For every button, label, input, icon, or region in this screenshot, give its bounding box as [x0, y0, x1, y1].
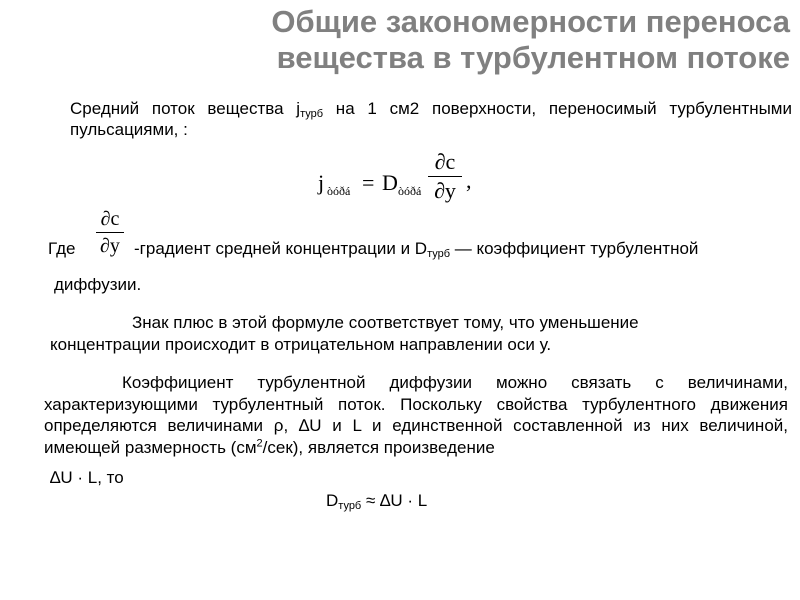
formula-fraction: [428, 150, 462, 203]
coefficient-sup: 2: [256, 436, 263, 449]
final-D: D: [326, 491, 339, 510]
paragraph-flux: [70, 98, 792, 140]
gradient-denominator: ∂y: [100, 235, 120, 257]
formula-D: D: [382, 170, 398, 195]
title-line-2: вещества в турбулентном потоке: [276, 40, 790, 75]
gradient-numerator: ∂c: [100, 208, 120, 230]
formula-equals: =: [362, 170, 375, 195]
paragraph-coefficient: [44, 372, 788, 458]
formula-numerator: ∂c: [434, 149, 456, 174]
gradient-fraction-bar: [96, 232, 124, 233]
coefficient-text-c: ∆U · L, то: [50, 468, 124, 487]
flux-formula: [318, 150, 518, 220]
coefficient-text-b: /сек), является произведение: [262, 437, 495, 457]
final-formula: [326, 490, 427, 511]
flux-text-b: на 1 см2 поверхности, переносимый турбулентными пульсациями, :: [70, 99, 792, 139]
final-sub: турб: [338, 500, 362, 512]
gde-label: Где: [48, 239, 76, 258]
flux-sub: турб: [300, 108, 324, 120]
gradient-text-c: диффузии.: [54, 275, 142, 294]
slide-title: [90, 4, 790, 76]
flux-text-a: Средний поток вещества j: [70, 99, 301, 118]
final-rest: ≈ ∆U · L: [361, 491, 428, 510]
formula-j: j: [318, 170, 325, 195]
formula-denominator: ∂y: [434, 178, 456, 203]
coefficient-text-a: Коэффициент турбулентной диффузии можно связать с величинами, характеризующими турбулентный поток. Поскольку свойства турбулентного движения определяются величинами ρ, ∆U и L и единственной составленной из них величиной, имеющей размерность (см: [44, 373, 788, 457]
formula-comma: ,: [466, 168, 472, 193]
sign-line-2: концентрации происходит в отрицательном направлении оси у.: [50, 335, 552, 354]
title-line-1: Общие закономерности переноса: [271, 4, 790, 39]
formula-j-sub: òóðá: [327, 184, 351, 198]
gradient-fraction: [96, 208, 124, 257]
formula-D-sub: òóðá: [398, 184, 422, 198]
gradient-text-a: -градиент средней концентрации и D: [134, 239, 428, 258]
gradient-text: [134, 238, 799, 259]
sign-line-1: Знак плюс в этой формуле соответствует тому, что уменьшение: [132, 313, 639, 332]
gradient-text-b: — коэффициент турбулентной: [450, 239, 699, 258]
formula-fraction-bar: [428, 176, 462, 177]
gradient-sub: турб: [427, 248, 451, 260]
